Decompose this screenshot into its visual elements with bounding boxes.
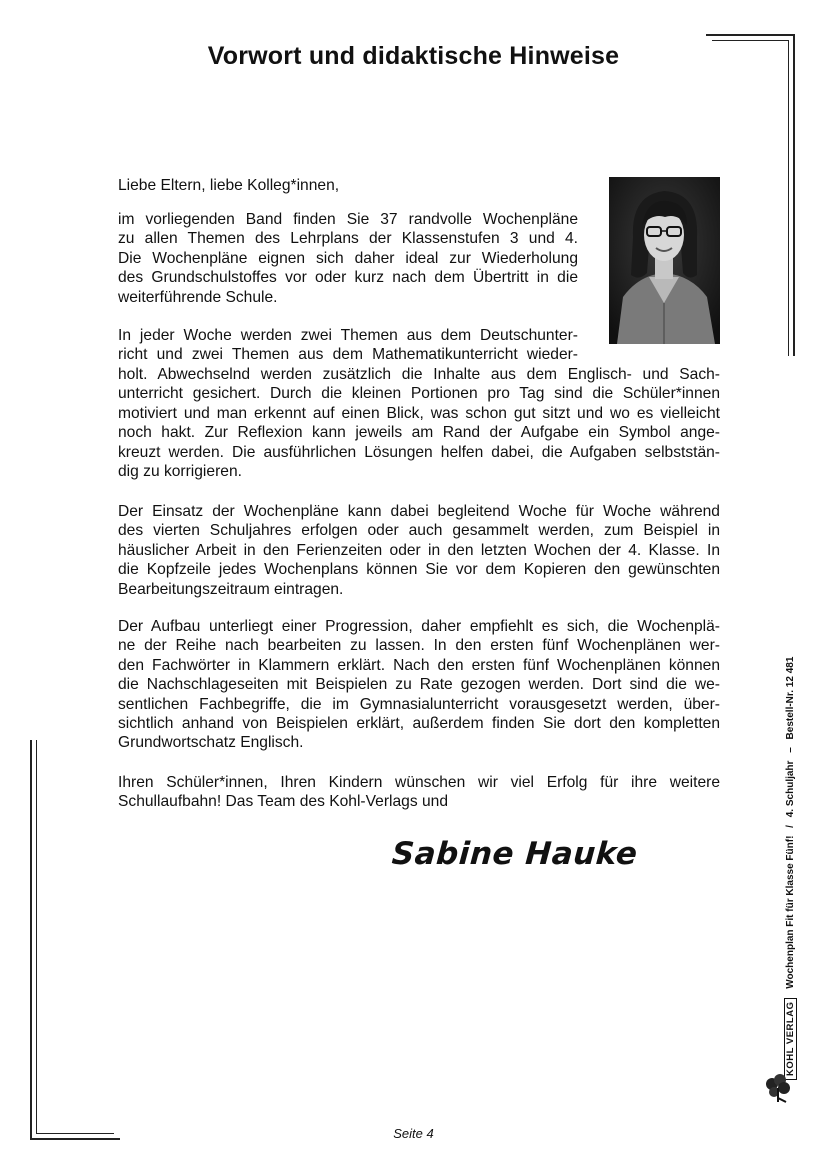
paragraph-3 bbox=[118, 502, 720, 599]
frame-left-vertical-line-inner bbox=[36, 740, 37, 1134]
text-line: zu allen Themen des Lehrplans der Klassenstufen 3 und 4. bbox=[118, 230, 578, 248]
text-line: holt. Abwechselnd werden zusätzlich die Inhalte aus dem Englisch- und Sach- bbox=[118, 366, 720, 383]
author-signature: Sabine Hauke bbox=[390, 836, 639, 872]
text-line: noch hakt. Zur Reflexion kann jeweils am Rand der Aufgabe ein Symbol ange- bbox=[118, 424, 720, 442]
frame-right-vertical-line bbox=[793, 34, 795, 356]
text-line: Bearbeitungszeitraum eintragen. bbox=[118, 580, 344, 598]
frame-top-right-line-inner bbox=[712, 40, 788, 41]
text-line: Die Wochenpläne eignen sich daher ideal zur Wiederholung bbox=[118, 249, 578, 267]
separator: – bbox=[785, 747, 796, 753]
author-photo bbox=[609, 177, 720, 344]
text-line: Grundwortschatz Englisch. bbox=[118, 734, 304, 752]
frame-right-vertical-line-inner bbox=[788, 40, 789, 356]
page-number: Seite 4 bbox=[393, 1126, 434, 1141]
paragraph-2-wrapped bbox=[118, 326, 578, 365]
text-line: den Fachwörter in Klammern erklärt. Nach den ersten fünf Wochenplänen können bbox=[118, 656, 720, 674]
paragraph-2 bbox=[118, 365, 720, 481]
text-line: Schullaufbahn! Das Team des Kohl-Verlags und bbox=[118, 793, 448, 811]
text-line: weiterführende Schule. bbox=[118, 288, 278, 306]
text-line: die Nachschlageseiten mit Beispielen zu Rate gezogen werden. Dort sind die we- bbox=[118, 676, 720, 694]
text-line: Der Aufbau unterliegt einer Progression, daher empfiehlt es sich, die Wochenplä- bbox=[118, 618, 720, 635]
text-line: kreuzt werden. Die ausführlichen Lösungen helfen dabei, die Aufgaben selbststän- bbox=[118, 443, 720, 461]
author-portrait-image bbox=[609, 177, 720, 344]
greeting-line: Liebe Eltern, liebe Kolleg*innen, bbox=[118, 177, 340, 194]
text-line: des Grundschulstoffes vor oder kurz nach dem Übertritt in die bbox=[118, 269, 578, 287]
separator: / bbox=[785, 825, 796, 828]
frame-top-right-line bbox=[706, 34, 794, 36]
paragraph-5 bbox=[118, 773, 720, 812]
text-line: sentlichen Fachbegriffe, die im Gymnasialunterricht vorausgesetzt werden, über- bbox=[118, 695, 720, 713]
text-line: sichtlich anhand von Beispielen erklärt, außerdem finden Sie dort den kompletten bbox=[118, 715, 720, 733]
product-title: Wochenplan Fit für Klasse Fünf! bbox=[785, 835, 796, 989]
text-line: die Kopfzeile jedes Wochenplans können Sie vor dem Kopieren den gewünschten bbox=[118, 561, 720, 579]
text-line: Der Einsatz der Wochenpläne kann dabei begleitend Woche für Woche während bbox=[118, 503, 720, 520]
frame-left-vertical-line bbox=[30, 740, 32, 1140]
text-line: ne der Reihe nach bearbeiten zu lassen. In den ersten fünf Wochenplänen wer- bbox=[118, 637, 720, 655]
text-line: In jeder Woche werden zwei Themen aus dem Deutschunter- bbox=[118, 327, 578, 344]
text-line: richt und zwei Themen aus dem Mathematikunterricht wieder- bbox=[118, 346, 578, 364]
text-line: Ihren Schüler*innen, Ihren Kindern wünschen wir viel Erfolg für ihre weitere bbox=[118, 774, 720, 791]
text-line: häuslicher Arbeit in den Ferienzeiten oder in den letzten Wochen der 4. Klasse. In bbox=[118, 541, 720, 559]
order-number: Bestell-Nr. 12 481 bbox=[785, 656, 796, 740]
greeting bbox=[118, 176, 578, 195]
grade-label: 4. Schuljahr bbox=[785, 760, 796, 818]
text-line: dig zu korrigieren. bbox=[118, 463, 242, 481]
paragraph-1 bbox=[118, 210, 578, 307]
text-line: des vierten Schuljahres erfolgen oder auch gesammelt werden, zum Beispiel in bbox=[118, 522, 720, 540]
page-title: Vorwort und didaktische Hinweise bbox=[207, 42, 620, 70]
tree-logo-icon bbox=[762, 1072, 794, 1104]
sidebar-imprint bbox=[784, 656, 797, 1080]
text-line: unterricht gesichert. Durch die kleinen Portionen pro Tag sind die Schüler*innen bbox=[118, 385, 720, 403]
text-line: im vorliegenden Band finden Sie 37 randvolle Wochenpläne bbox=[118, 211, 578, 228]
text-line: motiviert und man erkennt auf einen Blick, was schon gut sitzt und wo es vielleicht bbox=[118, 404, 720, 422]
publisher-logo: KOHL VERLAG bbox=[784, 998, 797, 1080]
paragraph-4 bbox=[118, 617, 720, 753]
